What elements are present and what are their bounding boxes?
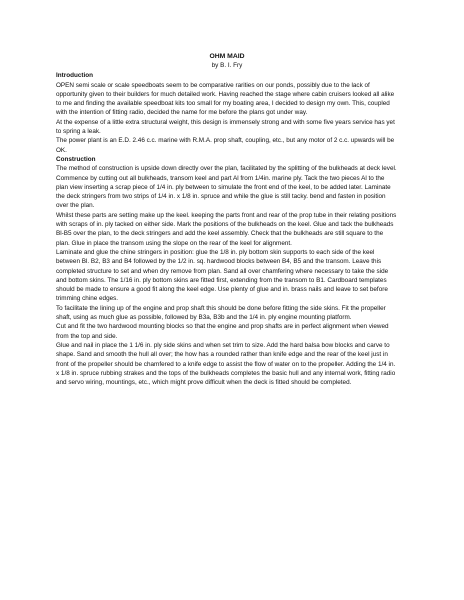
paragraph: At the expense of a little extra structural weight, this design is immensely strong and with some five years service has yet to spring a leak. [56, 118, 395, 136]
paragraph: The power plant is an E.D. 2.46 c.c. marine with R.M.A. prop shaft, coupling, etc., but any motor of 2 c.c. upwards will be OK. [56, 137, 395, 154]
section-construction [56, 155, 398, 387]
paragraph: Cut and fit the two hardwood mounting blocks so that the engine and prop shafts are in perfect alignment when viewed from the top and side. [56, 323, 389, 340]
paragraph: The method of construction is upside down directly over the plan, facilitated by the splitting of the bulkheads at deck level. [56, 165, 397, 173]
section-heading: Construction [56, 155, 96, 163]
paragraph: Commence by cutting out all bulkheads, transom keel and part Al from 1/4in. marine ply. Tack the two pieces Al to the plan view inserting a scrap piece of 1/4 in. ply between to simulate the front end of the keel, to be added later. Laminate the deck stringers from two strips of 1/4 in. x 1/8 in. spruce and while the glue is still tacky. bend and fasten in position over the plan. [56, 174, 391, 210]
document-title: OHM MAID [209, 53, 245, 60]
paragraph: Whilst these parts are setting make up the keel. keeping the parts front and rear of the prop tube in their relating positions with scraps of in. ply tacked on either side. Mark the positions of the bulkheads on the keel. Glue and tack the bulkheads Bl-B5 over the plan, to the deck stringers and add the keel assembly. Check that the bulkheads are still square to the plan. Glue in place the transom using the slope on the rear of the keel for alignment. [56, 211, 397, 247]
section-heading: Introduction [56, 72, 93, 80]
paragraph: Glue and nail in place the 1 1/6 in. ply side skins and when set trim to size. Add the hard balsa bow blocks and carve to shape. Sand and smooth the hull all over; the how has a rounded rather than knife edge and the rear of the keel just in front of the propeller should be chamfered to a knife edge to assist the flow of water on to the propeller. Adding the 1/4 in. x 1/8 in. spruce rubbing strakes and the tops of the bulkheads completes the basic hull and any internal work, fitting radio and servo wiring, mountings, etc., which might prove difficult when the deck is fitted should be completed. [56, 341, 396, 387]
paragraph: Laminate and glue the chine stringers in position: glue the 1/8 in. ply bottom skin supports to each side of the keel between Bl. B2, B3 and B4 followed by the 1/2 in. sq. hardwood blocks between B4, B5 and the transom. Leave this completed structure to set and when dry remove from plan. Sand all over chamfering where necessary to take the side and bottom skins. The 1/16 in. ply bottom skins are fitted first, extending from the transom to B1. Cardboard templates should be made to ensure a good fit along the keel edge. Use plenty of glue and in. brass nails and leave to set before trimming chine edges. [56, 248, 389, 303]
paragraph: OPEN semi scale or scale speedboats seem to be comparative rarities on our ponds, possibly due to the lack of opportunity given to their builders for much detailed work. Having reached the stage where cabin cruisers looked all alike to me and finding the available speedboat kits too small for my boating area, I decided to design my own. This, coupled with the intention of fitting radio, decided the name for me before the plans got under way. [56, 81, 395, 117]
section-introduction [56, 71, 398, 155]
document-author: by B. I. Fry [211, 62, 243, 69]
paragraph: To facilitate the lining up of the engine and prop shaft this should be done before fitting the side skins. Fit the propeller shaft, using as much glue as possible, followed by B3a, B3b and the 1/4 in. ply engine mounting platform. [56, 304, 386, 322]
